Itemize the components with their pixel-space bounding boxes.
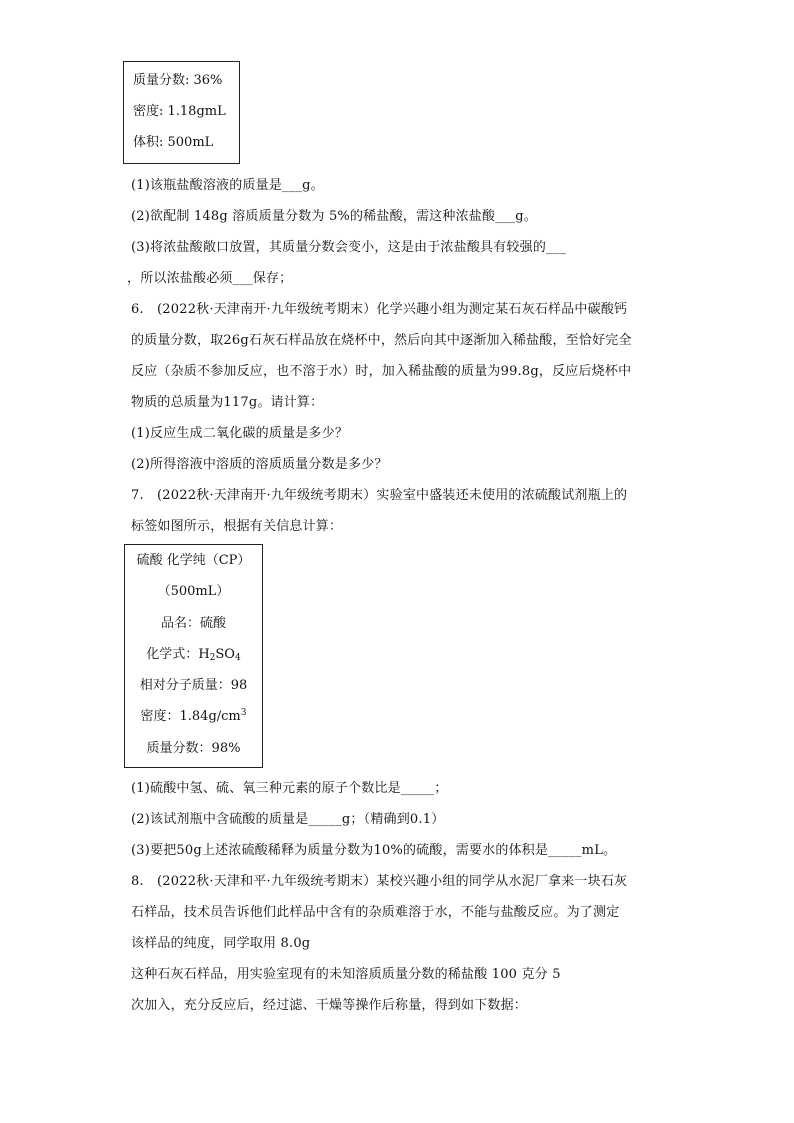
- label-formula: 化学式：$H_2SO_4$: [146, 646, 241, 663]
- q8-stem-line4: 这种石灰石样品，用实验室现有的未知溶质质量分数的稀盐酸 100 克分 5: [131, 967, 561, 982]
- q7-part1: (1)硫酸中氢、硫、氧三种元素的原子个数比是_____；: [131, 781, 448, 796]
- q5-part2: (2)欲配制 148g 溶质质量分数为 5%的稀盐酸，需这种浓盐酸___g。: [131, 209, 537, 224]
- label-title: 硫酸 化学纯（CP）: [136, 553, 251, 568]
- q5-part3: (3)将浓盐酸敞口放置，其质量分数会变小，这是由于浓盐酸具有较强的___: [131, 240, 567, 255]
- q5-part1: (1)该瓶盐酸溶液的质量是___g。: [131, 178, 324, 193]
- label-volume: 体积: 500mL: [133, 135, 214, 150]
- label-density: 密度：$1.84g/cm^3$: [140, 708, 247, 725]
- q7-stem-line2: 标签如图所示，根据有关信息计算：: [131, 519, 343, 534]
- label-density: 密度: 1.18gmL: [133, 104, 226, 119]
- q6-stem-line3: 反应（杂质不参加反应，也不溶于水）时，加入稀盐酸的质量为99.8g，反应后烧杯中: [131, 364, 632, 379]
- hydrochloric-acid-label-box: [123, 61, 240, 164]
- q8-stem-line2: 石样品，技术员告诉他们此样品中含有的杂质难溶于水，不能与盐酸反应。为了测定: [131, 905, 620, 920]
- q6-stem-line1: 6. (2022秋·天津南开·九年级统考期末）化学兴趣小组为测定某石灰石样品中碳酸钙: [131, 302, 628, 317]
- label-mass-fraction: 质量分数：98%: [146, 740, 241, 756]
- label-molar-mass: 相对分子质量：98: [139, 678, 248, 694]
- sulfuric-acid-label-box: [124, 544, 263, 768]
- q5-part3-cont: ，所以浓盐酸必须___保存；: [127, 271, 293, 286]
- q6-part2: (2)所得溶液中溶质的溶质质量分数是多少？: [131, 457, 388, 472]
- q7-part3: (3)要把50g上述浓硫酸稀释为质量分数为10%的硫酸，需要水的体积是_____mL。: [131, 843, 617, 858]
- q8-stem-line5: 次加入，充分反应后，经过滤、干燥等操作后称量，得到如下数据：: [131, 998, 528, 1013]
- q7-stem-line1: 7. (2022秋·天津南开·九年级统考期末）实验室中盛装还未使用的浓硫酸试剂瓶上的: [131, 488, 628, 503]
- q8-stem-line3: 该样品的纯度，同学取用 8.0g: [131, 936, 311, 951]
- q7-part2: (2)该试剂瓶中含硫酸的质量是_____g；（精确到0.1）: [131, 812, 445, 827]
- label-mass-fraction: 质量分数: 36%: [133, 73, 223, 88]
- label-product-name: 品名：硫酸: [160, 615, 226, 631]
- q6-stem-line4: 物质的总质量为117g。请计算：: [131, 395, 324, 410]
- label-volume: （500mL）: [157, 584, 230, 600]
- q6-part1: (1)反应生成二氧化碳的质量是多少？: [131, 426, 349, 441]
- q8-stem-line1: 8. (2022秋·天津和平·九年级统考期末）某校兴趣小组的同学从水泥厂拿来一块石灰: [131, 874, 628, 889]
- q6-stem-line2: 的质量分数，取26g石灰石样品放在烧杯中，然后向其中逐渐加入稀盐酸，至恰好完全: [131, 333, 632, 348]
